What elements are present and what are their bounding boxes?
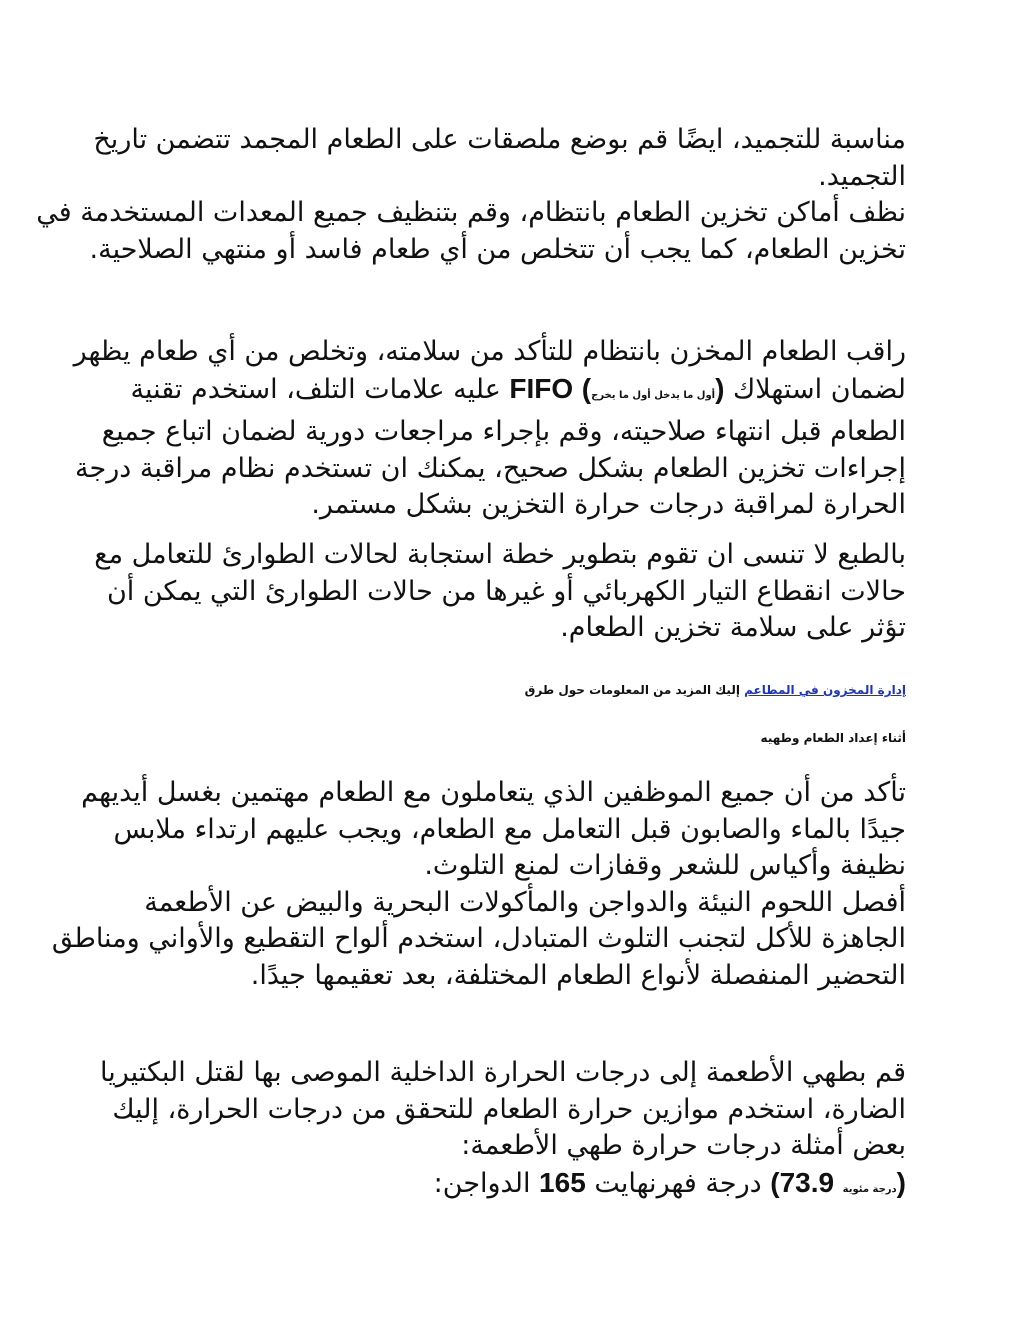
text-line-fifo <box>116 371 906 415</box>
text-line: نظف أماكن تخزين الطعام بانتظام، وقم بتنظيف جميع المعدات المستخدمة في <box>36 197 906 228</box>
paragraph-emergency-plan <box>94 537 906 647</box>
text-line: قم بطهي الأطعمة إلى درجات الحرارة الداخلية الموصى بها لقتل البكتيريا <box>100 1057 906 1088</box>
text-line: الجاهزة للأكل لتجنب التلوث المتبادل، استخدم ألواح التقطيع والأواني ومناطق <box>51 923 906 954</box>
text-line: حالات انقطاع التيار الكهربائي أو غيرها من حالات الطوارئ التي يمكن أن <box>106 575 906 607</box>
paragraph-cooking-temperatures <box>100 1055 906 1208</box>
paragraph-freezing-cleaning <box>36 122 906 268</box>
text-segment: لضمان استهلاك <box>733 373 906 405</box>
paragraph-hygiene-separation <box>51 775 906 994</box>
text-line: تخزين الطعام، كما يجب أن تتخلص من أي طعام فاسد أو منتهي الصلاحية. <box>89 233 906 265</box>
more-info-text: إليك المزيد من المعلومات حول طرق <box>524 683 740 697</box>
poultry-temperature-line <box>116 1165 906 1209</box>
text-line: تؤثر على سلامة تخزين الطعام. <box>560 612 906 643</box>
text-line: الضارة، استخدم موازين حرارة الطعام للتحقق من درجات الحرارة، إليك <box>112 1093 906 1125</box>
text-line: بعض أمثلة درجات حرارة طهي الأطعمة: <box>461 1130 906 1161</box>
fifo-term: FIFO <box>509 372 574 404</box>
text-line: الحرارة لمراقبة درجات حرارة التخزين بشكل مستمر. <box>311 489 906 520</box>
paren-open: ( <box>715 372 725 404</box>
celsius-paren-open: ( <box>896 1166 906 1198</box>
text-line: الطعام قبل انتهاء صلاحيته، وقم بإجراء مراجعات دورية لضمان اتباع جميع <box>101 416 906 447</box>
text-line: تأكد من أن جميع الموظفين الذي يتعاملون مع الطعام مهتمين بغسل أيديهم <box>81 777 906 808</box>
text-line: أفصل اللحوم النيئة والدواجن والمأكولات البحرية والبيض عن الأطعمة <box>144 886 906 918</box>
text-line: نظيفة وأكياس للشعر وقفازات لمنع التلوث. <box>424 850 906 881</box>
text-line: التحضير المنفصلة لأنواع الطعام المختلفة، بعد تعقيمها جيدًا. <box>250 959 906 991</box>
text-line: التجميد. <box>818 160 906 192</box>
fahrenheit-value: 165 <box>539 1166 586 1198</box>
text-line: جيدًا بالماء والصابون قبل التعامل مع الطعام، ويجب عليهم ارتداء ملابس <box>113 813 906 845</box>
text-line: إجراءات تخزين الطعام بشكل صحيح، يمكنك ان تستخدم نظام مراقبة درجة <box>75 452 906 484</box>
inventory-management-link[interactable]: إدارة المخزون في المطاعم <box>744 683 906 697</box>
text-line: راقب الطعام المخزن بانتظام للتأكد من سلامته، وتخلص من أي طعام يظهر <box>73 336 906 367</box>
celsius-unit: درجة مئوية <box>842 1183 897 1195</box>
text-line: بالطبع لا تنسى ان تقوم بتطوير خطة استجابة لحالات الطوارئ للتعامل مع <box>94 539 906 570</box>
text-line: مناسبة للتجميد، ايضًا قم بوضع ملصقات على الطعام المجمد تتضمن تاريخ <box>93 124 906 155</box>
section-heading: أثناء إعداد الطعام وطهيه <box>760 731 906 745</box>
text-segment: عليه علامات التلف، استخدم تقنية <box>130 373 501 405</box>
more-info-line <box>525 683 906 697</box>
fifo-explanation: أول ما يدخل أول ما يخرج <box>591 389 716 401</box>
poultry-label: الدواجن: <box>433 1167 531 1199</box>
celsius-value: 73.9 <box>779 1166 835 1198</box>
celsius-paren-close: ) <box>770 1166 780 1198</box>
paren-close: ) <box>581 372 592 404</box>
fahrenheit-unit: درجة فهرنهايت <box>594 1167 762 1199</box>
paragraph-monitoring-fifo <box>73 334 906 524</box>
